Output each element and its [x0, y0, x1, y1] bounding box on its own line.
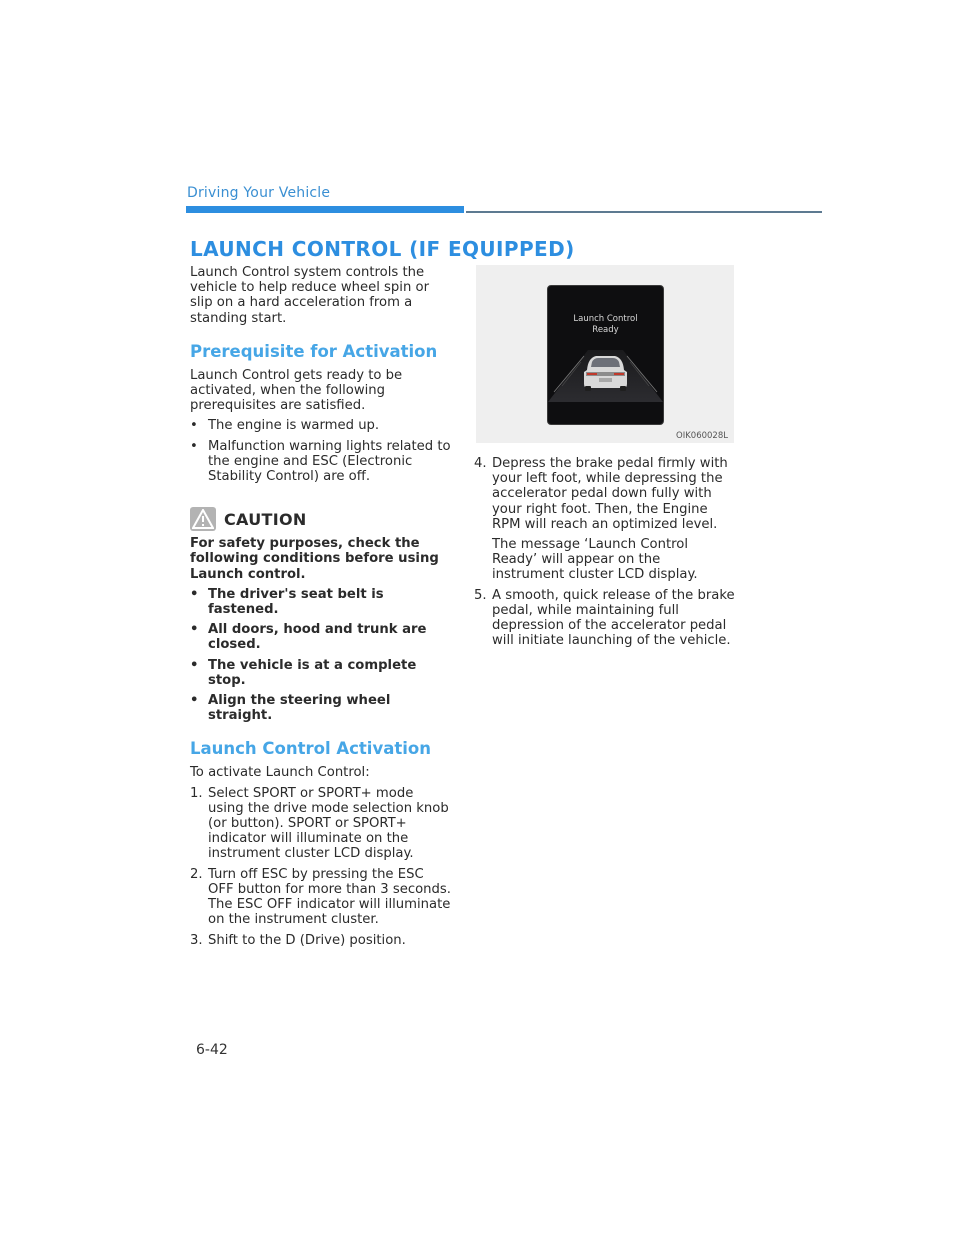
caution-item: • All doors, hood and trunk are closed.	[190, 622, 427, 653]
caution-item: • Align the steering wheel straight.	[190, 693, 391, 724]
prerequisite-heading: Prerequisite for Activation	[190, 341, 438, 361]
activation-step: 2. Turn off ESC by pressing the ESC OFF button for more than 3 seconds. The ESC OFF indicator will illuminate on the instrument cluster.	[190, 866, 451, 928]
header-bar-accent	[186, 206, 464, 213]
page-number: 6-42	[196, 1042, 228, 1058]
page-title: LAUNCH CONTROL (IF EQUIPPED)	[190, 237, 575, 261]
prerequisite-item: • Malfunction warning lights related to the engine and ESC (Electronic Stability Control) are off.	[190, 438, 451, 485]
caution-item: • The driver's seat belt is fastened.	[190, 586, 384, 618]
caution-item: • The vehicle is at a complete stop.	[190, 657, 417, 688]
section-header: Driving Your Vehicle	[187, 185, 331, 201]
screen-line-1: Launch Control	[573, 314, 638, 324]
activation-step: 5. A smooth, quick release of the brake pedal, while maintaining full depression of the accelerator pedal will initiate launching of the vehicle.	[474, 587, 735, 649]
caution-label: CAUTION	[224, 509, 307, 529]
prerequisite-text: Launch Control gets ready to be activated, when the following prerequisites are satisfied.	[190, 367, 403, 414]
figure-code: OIK060028L	[676, 431, 728, 441]
caution-header	[190, 506, 452, 532]
warning-triangle-icon	[190, 507, 216, 531]
prerequisite-item: • The engine is warmed up.	[190, 418, 380, 434]
car-rear-icon	[548, 286, 663, 424]
caution-text: For safety purposes, check the following conditions before using Launch control.	[190, 536, 439, 582]
left-column	[190, 265, 452, 948]
activation-step: 3. Shift to the D (Drive) position.	[190, 932, 406, 948]
intro-paragraph: Launch Control system controls the vehicle to help reduce wheel spin or slip on a hard acceleration from a standing start.	[190, 265, 429, 326]
activation-text: To activate Launch Control:	[190, 765, 370, 781]
screen-line-2: Ready	[592, 325, 619, 335]
right-column	[474, 451, 736, 648]
activation-step: 4. Depress the brake pedal firmly with your left foot, while depressing the accelerator pedal down fully with your right foot. Then, the Engine RPM will reach an optimized level. The message ‘Launch Control Ready’ will appear on the instrument cluster LCD display.	[474, 456, 736, 583]
cluster-display	[547, 285, 664, 425]
activation-step: 1. Select SPORT or SPORT+ mode using the drive mode selection knob (or button). SPORT or SPORT+ indicator will illuminate on the instrument cluster LCD display.	[190, 785, 449, 862]
launch-control-figure	[476, 265, 734, 443]
activation-heading: Launch Control Activation	[190, 739, 431, 759]
header-bar-rule	[466, 211, 822, 213]
step-note: The message ‘Launch Control Ready’ will appear on the instrument cluster LCD display.	[492, 537, 698, 583]
